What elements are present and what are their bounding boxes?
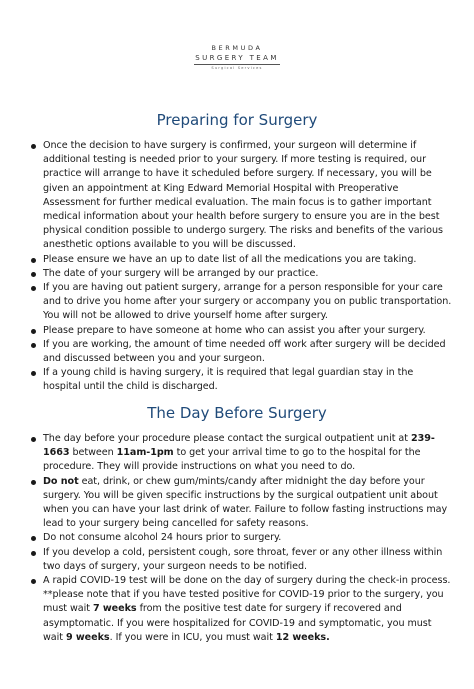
list-item: If you are working, the amount of time needed off work after surgery will be decided and discussed between you and your surgeon. — [29, 338, 453, 366]
section-heading-day-before: The Day Before Surgery — [147, 404, 327, 422]
list-item: The date of your surgery will be arranged by our practice. — [29, 267, 453, 281]
preparing-list — [29, 139, 453, 395]
wait-9-weeks: 9 weeks — [65, 631, 110, 643]
list-item: If you develop a cold, persistent cough, sore throat, fever or any other illness within two days of surgery, your surgeon needs to be notified. — [29, 546, 453, 574]
day-before-list — [29, 432, 453, 645]
wait-7-weeks: 7 weeks — [92, 603, 137, 615]
list-item: A rapid COVID-19 test will be done on the day of surgery during the check-in process. **please note that if you have tested positive for COVID-19 prior to the surgery, you must wait 7 weeks from the positive test date for surgery if recovered and asymptomatic. If you were hospitalized for COVID-19 and symptomatic, you must wait 9 weeks. If you were in ICU, you must wait 12 weeks. — [29, 574, 453, 645]
wait-12-weeks: 12 weeks. — [275, 631, 330, 643]
call-time: 11am-1pm — [116, 447, 174, 459]
do-not-emphasis: Do not — [43, 475, 79, 487]
section-heading-preparing: Preparing for Surgery — [156, 111, 318, 129]
list-item: The day before your procedure please contact the surgical outpatient unit at 239-1663 between 11am-1pm to get your arrival time to go to the hospital for the procedure. They will provide instructions on what you need to do. — [29, 432, 453, 475]
logo-divider — [194, 64, 280, 65]
bermuda-surgery-team-logo — [0, 44, 474, 71]
list-item: Do not eat, drink, or chew gum/mints/candy after midnight the day before your surgery. You will be given specific instructions by the surgical outpatient unit about when you can have your last drink of water. Failure to follow fasting instructions may lead to your surgery being cancelled for safety reasons. — [29, 475, 453, 532]
list-item: Please prepare to have someone at home who can assist you after your surgery. — [29, 324, 453, 338]
logo-line-1: BERMUDA — [211, 44, 263, 52]
phone-number: 239-1663 — [43, 433, 435, 459]
logo-line-2: SURGERY TEAM — [195, 54, 279, 62]
list-item: If you are having out patient surgery, arrange for a person responsible for your care and to drive you home after your surgery or accompany you on public transportation. You will not be allowed to drive yourself home after surgery. — [29, 281, 453, 324]
list-item: Please ensure we have an up to date list of all the medications you are taking. — [29, 253, 453, 267]
logo-line-3: Surgical Services — [211, 66, 263, 70]
list-item: Once the decision to have surgery is confirmed, your surgeon will determine if additional testing is needed prior to your surgery. If more testing is required, our practice will arrange to have it scheduled before surgery. If necessary, you will be given an appointment at King Edward Memorial Hospital with Preoperative Assessment for further medical evaluation. The main focus is to gather important medical information about your health before surgery to ensure you are in the best physical condition possible to undergo surgery. The risks and benefits of the various anesthetic options available to you will be discussed. — [29, 139, 453, 253]
list-item: Do not consume alcohol 24 hours prior to surgery. — [29, 531, 453, 545]
list-item: If a young child is having surgery, it is required that legal guardian stay in the hospital until the child is discharged. — [29, 366, 453, 394]
